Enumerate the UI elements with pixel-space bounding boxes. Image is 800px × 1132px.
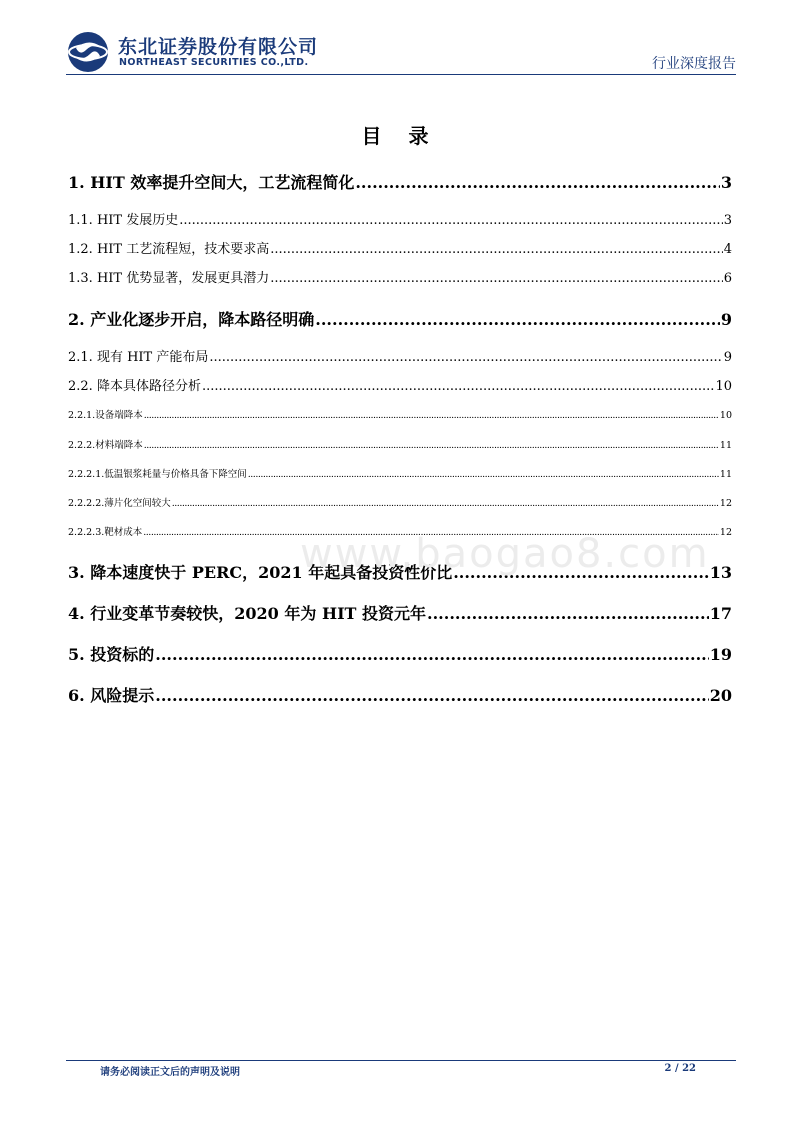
header-rule — [66, 74, 736, 75]
toc-entry[interactable]: 2.1. 现有 HIT 产能布局 ..... 9 — [68, 346, 732, 365]
toc-entry[interactable]: 1.2. HIT 工艺流程短，技术要求高 ..... 4 — [68, 238, 732, 257]
footer-rule — [66, 1060, 736, 1061]
toc-entry[interactable]: 3. 降本速度快于 PERC，2021 年起具备投资性价比 ..... 13 — [68, 560, 732, 583]
page-number: 2 / 22 — [664, 1063, 696, 1074]
toc-entry[interactable]: 2. 产业化逐步开启，降本路径明确 ..... 9 — [68, 307, 732, 330]
toc-entry[interactable]: 6. 风险提示 ..... 20 — [68, 683, 732, 706]
company-logo-icon — [66, 30, 110, 74]
toc-entry[interactable]: 1.1. HIT 发展历史 ..... 3 — [68, 209, 732, 228]
company-name-en: NORTHEAST SECURITIES CO.,LTD. — [119, 57, 309, 68]
toc-entry[interactable]: 2.2.2.3.靶材成本 ..... 12 — [68, 524, 732, 538]
company-name-cn: 东北证券股份有限公司 — [118, 36, 319, 58]
toc-entry[interactable]: 4. 行业变革节奏较快，2020 年为 HIT 投资元年 ..... 17 — [68, 601, 732, 624]
watermark: www.baogao8.com — [300, 531, 710, 577]
report-type: 行业深度报告 — [652, 56, 736, 72]
toc-entry[interactable]: 1.3. HIT 优势显著，发展更具潜力 ..... 6 — [68, 267, 732, 286]
toc-entry[interactable]: 2.2.2.1.低温银浆耗量与价格具备下降空间 ..... 11 — [68, 466, 732, 480]
footer-disclaimer: 请务必阅读正文后的声明及说明 — [100, 1067, 240, 1078]
toc-entry[interactable]: 1. HIT 效率提升空间大，工艺流程简化 ..... 3 — [68, 170, 732, 193]
toc-entry[interactable]: 2.2. 降本具体路径分析 ..... 10 — [68, 375, 732, 394]
page-header — [66, 24, 736, 74]
toc-entry[interactable]: 2.2.2.材料端降本 ..... 11 — [68, 437, 732, 451]
toc-entry[interactable]: 2.2.2.2.薄片化空间较大 ..... 12 — [68, 495, 732, 509]
toc-entry[interactable]: 5. 投资标的 ..... 19 — [68, 642, 732, 665]
toc-entry[interactable]: 2.2.1.设备端降本 ..... 10 — [68, 407, 732, 421]
toc-title: 目 录 — [361, 124, 439, 148]
